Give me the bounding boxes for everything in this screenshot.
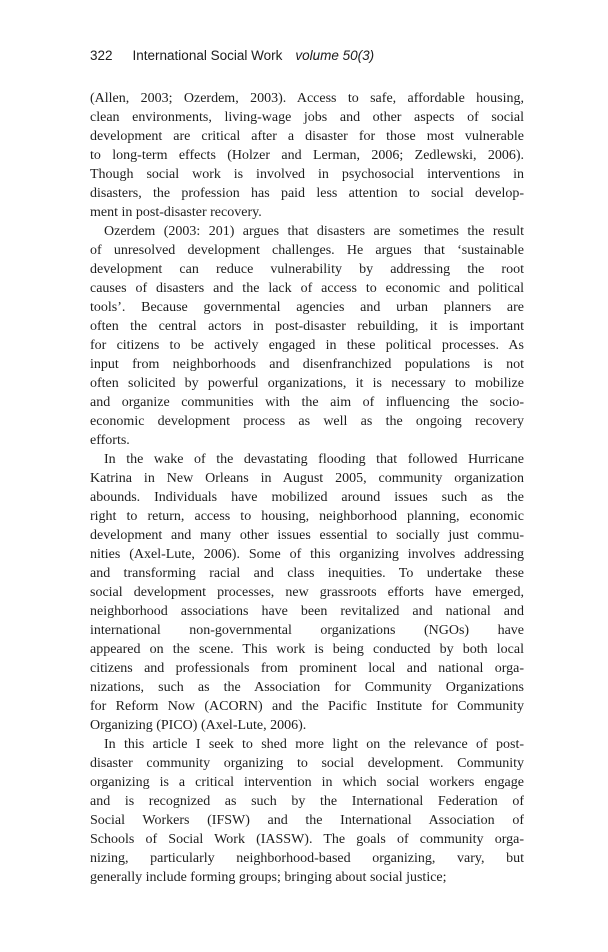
text-line: neighborhood associations have been revitalized and national and xyxy=(90,604,524,619)
text-line: nities (Axel-Lute, 2006). Some of this organizing involves addressing xyxy=(90,547,524,562)
text-line: nizations, such as the Association for Community Organizations xyxy=(90,680,524,695)
text-line: nizing, particularly neighborhood-based organizing, vary, but xyxy=(90,851,524,866)
paragraph xyxy=(90,89,524,222)
text-line: generally include forming groups; bringing about social justice; xyxy=(90,870,447,885)
text-line: and is recognized as such by the International Federation of xyxy=(90,794,524,809)
text-line: often solicited by powerful organizations, it is necessary to mobilize xyxy=(90,376,524,391)
text-line: disaster community organizing to social development. Community xyxy=(90,756,524,771)
text-line: Social Workers (IFSW) and the International Association of xyxy=(90,813,524,828)
text-line: Organizing (PICO) (Axel-Lute, 2006). xyxy=(90,718,307,733)
text-line: In the wake of the devastating flooding that followed Hurricane xyxy=(104,452,524,467)
text-line: and transforming racial and class inequities. To undertake these xyxy=(90,566,524,581)
text-line: for citizens to be actively engaged in these political processes. As xyxy=(90,338,524,353)
paragraph xyxy=(90,735,524,887)
text-line: for Reform Now (ACORN) and the Pacific Institute for Community xyxy=(90,699,524,714)
text-line: tools’. Because governmental agencies and urban planners are xyxy=(90,300,524,315)
text-line: right to return, access to housing, neighborhood planning, economic xyxy=(90,509,524,524)
text-line: of unresolved development challenges. He argues that ‘sustainable xyxy=(90,243,524,258)
text-line: clean environments, living-wage jobs and other aspects of social xyxy=(90,110,524,125)
text-line: organizing is a critical intervention in which social workers engage xyxy=(90,775,524,790)
body-text xyxy=(90,89,524,887)
text-line: efforts. xyxy=(90,433,130,448)
page-number: 322 xyxy=(90,48,113,63)
text-line: abounds. Individuals have mobilized around issues such as the xyxy=(90,490,524,505)
text-line: Though social work is involved in psychosocial interventions in xyxy=(90,167,524,182)
paragraph xyxy=(90,450,524,735)
text-line: ment in post-disaster recovery. xyxy=(90,205,262,220)
text-line: Ozerdem (2003: 201) argues that disasters are sometimes the result xyxy=(104,224,524,239)
text-line: development are critical after a disaster for those most vulnerable xyxy=(90,129,524,144)
text-line: often the central actors in post-disaster rebuilding, it is important xyxy=(90,319,524,334)
text-line: and organize communities with the aim of influencing the socio- xyxy=(90,395,524,410)
running-head xyxy=(90,48,526,63)
text-line: appeared on the scene. This work is being conducted by both local xyxy=(90,642,524,657)
text-line: economic development process as well as the ongoing recovery xyxy=(90,414,524,429)
text-line: development and many other issues essential to socially just commu- xyxy=(90,528,524,543)
text-line: disasters, the profession has paid less attention to social develop- xyxy=(90,186,524,201)
volume-info: volume 50(3) xyxy=(295,48,375,63)
paragraph xyxy=(90,222,524,450)
text-line: citizens and professionals from prominent local and national orga- xyxy=(90,661,524,676)
text-line: to long-term effects (Holzer and Lerman, 2006; Zedlewski, 2006). xyxy=(90,148,524,163)
text-line: Katrina in New Orleans in August 2005, community organization xyxy=(90,471,524,486)
text-line: (Allen, 2003; Ozerdem, 2003). Access to safe, affordable housing, xyxy=(90,91,524,106)
text-line: social development processes, new grassroots efforts have emerged, xyxy=(90,585,524,600)
text-line: Schools of Social Work (IASSW). The goals of community orga- xyxy=(90,832,524,847)
text-line: international non-governmental organizations (NGOs) have xyxy=(90,623,524,638)
journal-title: International Social Work xyxy=(132,48,283,63)
text-line: causes of disasters and the lack of access to economic and political xyxy=(90,281,524,296)
text-line: development can reduce vulnerability by addressing the root xyxy=(90,262,524,277)
text-line: input from neighborhoods and disenfranchized populations is not xyxy=(90,357,524,372)
text-line: In this article I seek to shed more light on the relevance of post- xyxy=(104,737,524,752)
